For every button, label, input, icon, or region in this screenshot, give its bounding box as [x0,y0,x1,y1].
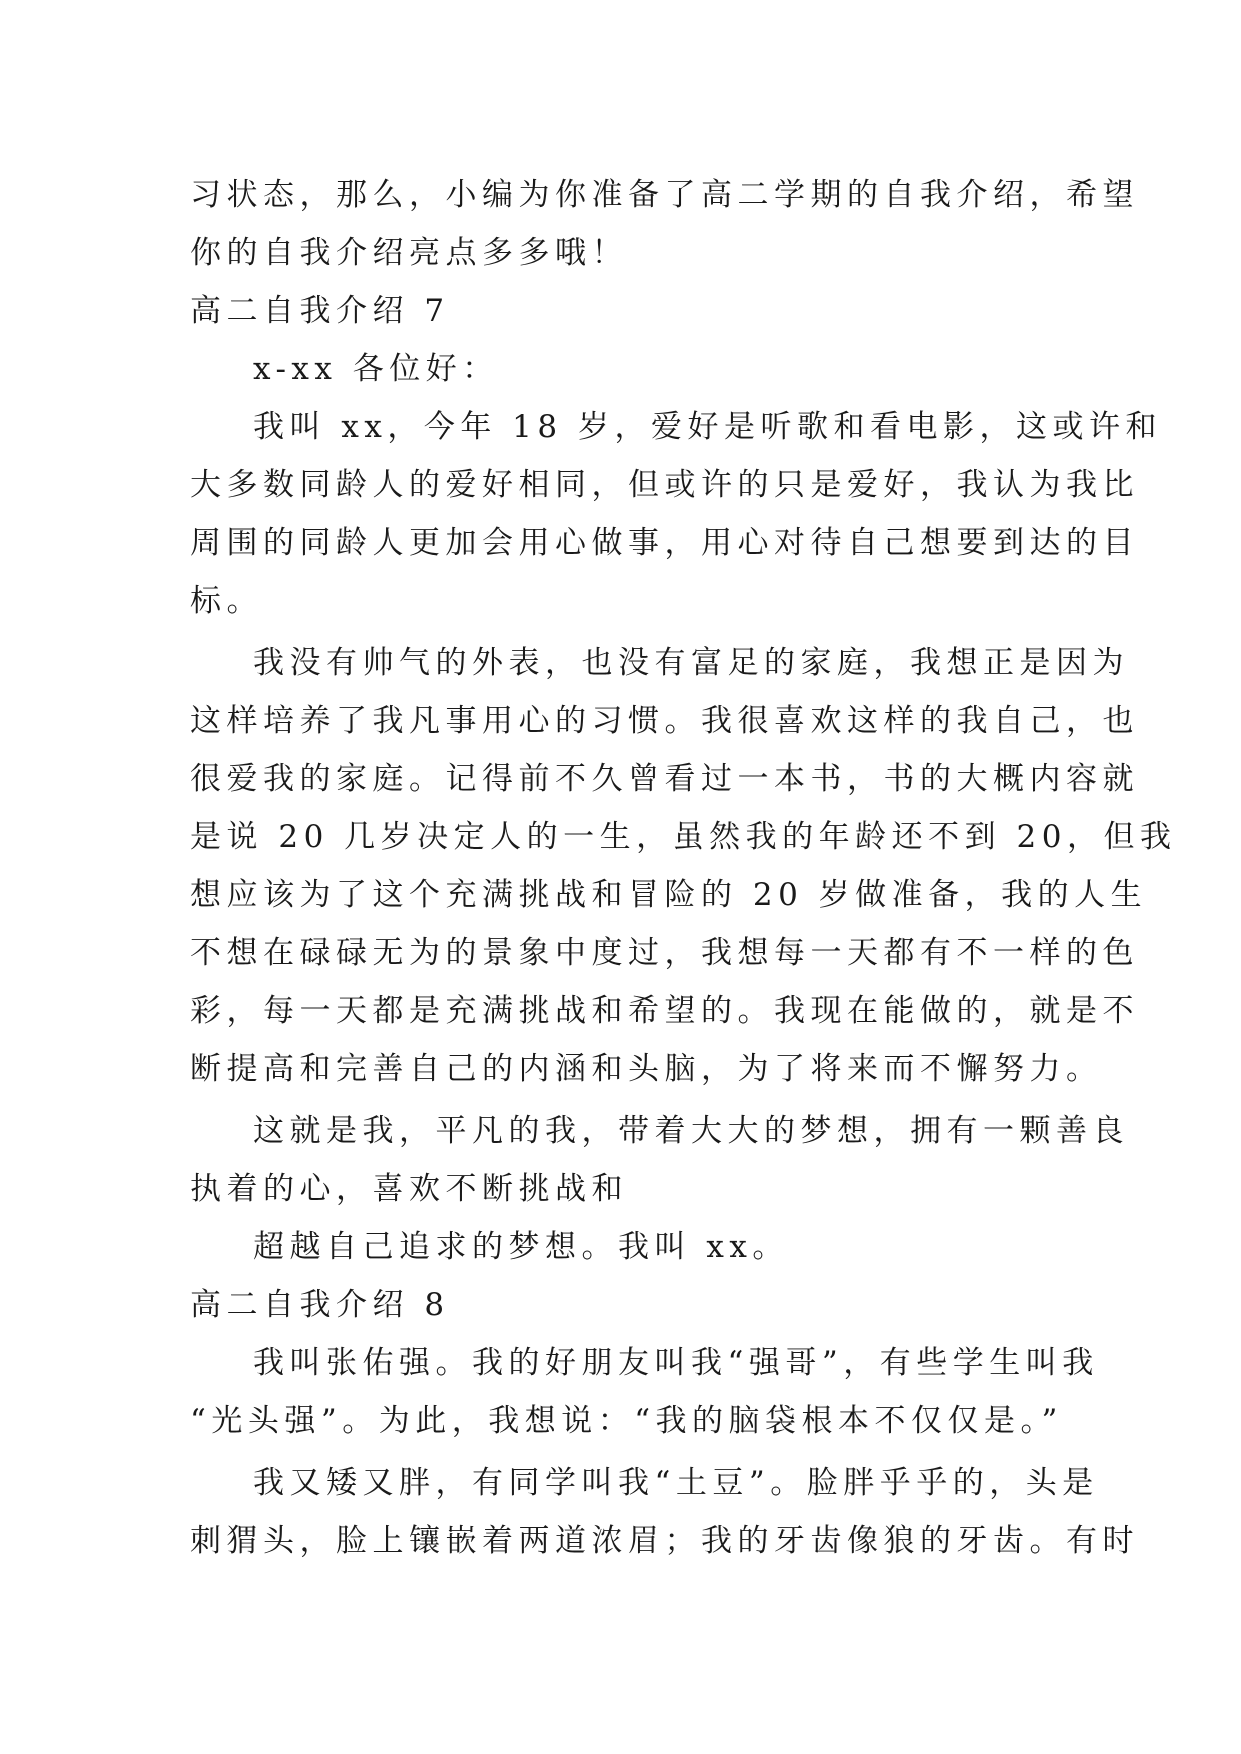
paragraph-line: 我又矮又胖，有同学叫我“土豆”。脸胖乎乎的，头是 [253,1465,1099,1501]
paragraph-line: 彩，每一天都是充满挑战和希望的。我现在能做的，就是不 [190,993,1139,1029]
paragraph-line: 我叫张佑强。我的好朋友叫我“强哥”，有些学生叫我 [253,1345,1099,1381]
paragraph-line: 习状态，那么，小编为你准备了高二学期的自我介绍，希望 [190,177,1139,213]
paragraph-line: 你的自我介绍亮点多多哦！ [190,235,628,271]
document-body [190,166,1177,1570]
paragraph-line: 周围的同龄人更加会用心做事，用心对待自己想要到达的目 [190,525,1139,561]
paragraph-line: “光头强”。为此，我想说：“我的脑袋根本不仅仅是。” [190,1403,1063,1439]
paragraph-line: 我没有帅气的外表，也没有富足的家庭，我想正是因为 [253,645,1129,681]
paragraph-line: 执着的心，喜欢不断挑战和 [190,1171,628,1207]
paragraph-line: 断提高和完善自己的内涵和头脑，为了将来而不懈努力。 [190,1051,1103,1087]
paragraph-line: 这就是我，平凡的我，带着大大的梦想，拥有一颗善良 [253,1113,1129,1149]
paragraph-line: 我叫 xx，今年 18 岁，爱好是听歌和看电影，这或许和 [253,409,1162,445]
section-heading: 高二自我介绍 8 [190,1287,450,1323]
paragraph-line: 很爱我的家庭。记得前不久曾看过一本书，书的大概内容就 [190,761,1139,797]
greeting-line: x-xx 各位好： [253,351,499,387]
paragraph-line: 是说 20 几岁决定人的一生，虽然我的年龄还不到 20，但我 [190,819,1177,855]
paragraph-line: 超越自己追求的梦想。我叫 xx。 [253,1229,789,1265]
section-heading: 高二自我介绍 7 [190,293,450,329]
paragraph-line: 刺猬头，脸上镶嵌着两道浓眉；我的牙齿像狼的牙齿。有时 [190,1523,1139,1559]
paragraph-line: 想应该为了这个充满挑战和冒险的 20 岁做准备，我的人生 [190,877,1148,913]
paragraph-line: 这样培养了我凡事用心的习惯。我很喜欢这样的我自己，也 [190,703,1139,739]
paragraph-line: 大多数同龄人的爱好相同，但或许的只是爱好，我认为我比 [190,467,1139,503]
paragraph-line: 标。 [190,583,263,619]
paragraph-line: 不想在碌碌无为的景象中度过，我想每一天都有不一样的色 [190,935,1139,971]
